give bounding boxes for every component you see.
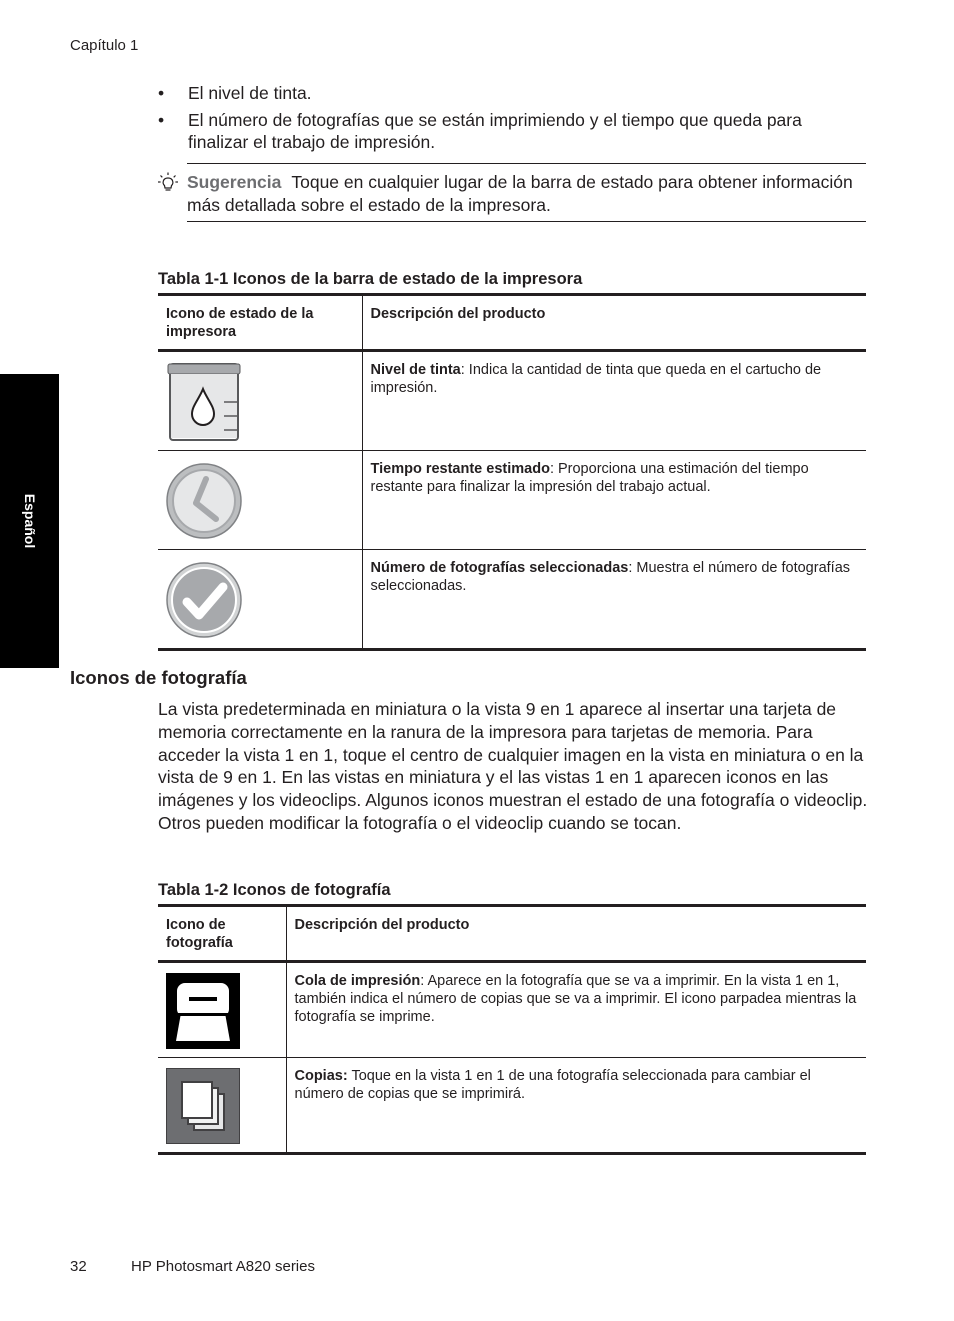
icon-cell [158, 1058, 286, 1154]
language-side-tab [0, 374, 59, 668]
print-queue-icon [166, 973, 240, 1049]
description: Toque en la vista 1 en 1 de una fotografía seleccionada para cambiar el número de copias que se imprimirá. [294, 1068, 811, 1102]
description-cell [362, 550, 866, 650]
description-cell [286, 962, 866, 1058]
table-row [158, 451, 866, 550]
printer-status-icons-table [158, 293, 866, 651]
list-item [158, 82, 848, 105]
description-cell [362, 451, 866, 550]
page-number: 32 [70, 1258, 87, 1275]
photo-icons-table [158, 904, 866, 1155]
table2-caption: Tabla 1-2 Iconos de fotografía [158, 881, 391, 899]
separator: : [549, 461, 554, 477]
tip-label: Sugerencia [187, 172, 282, 192]
term: Copias: [294, 1068, 348, 1084]
lightbulb-icon [158, 172, 178, 192]
side-tab-label: Español [22, 493, 38, 549]
description: Aparece en la fotografía que se va a imprimir. En la vista 1 en 1, también indica el número de copias que se va a imprimir. El icono parpadea mientras la fotografía se imprime. [294, 973, 857, 1025]
column-header-description: Descripción del producto [362, 295, 866, 351]
chapter-header: Capítulo 1 [70, 37, 139, 54]
copies-icon [166, 1068, 240, 1144]
column-header-description: Descripción del producto [286, 906, 866, 962]
term: Nivel de tinta [370, 362, 461, 378]
section-heading: Iconos de fotografía [70, 667, 247, 688]
table1-caption: Tabla 1-1 Iconos de la barra de estado de la impresora [158, 270, 583, 288]
table-row [158, 962, 866, 1058]
tip-top-rule [187, 163, 866, 164]
list-item-text: El número de fotografías que se están imprimiendo y el tiempo que queda para finalizar el trabajo de impresión. [188, 109, 802, 152]
checkmark-icon [166, 560, 242, 640]
icon-cell [158, 962, 286, 1058]
ink-level-icon [166, 362, 242, 442]
tip-body: Toque en cualquier lugar de la barra de estado para obtener información más detallada sobre el estado de la impresora. [187, 172, 853, 215]
section-paragraph: La vista predeterminada en miniatura o la vista 9 en 1 aparece al insertar una tarjeta de memoria correctamente en la ranura de la impresora para tarjetas de memoria. Para acceder la vista 1 en 1, toque el centro de cualquier imagen en la vista en miniatura o en la vista de 9 en 1. En las vistas en miniatura y el las vistas 1 en 1 aparecen iconos en las imágenes y los videoclips. Algunos iconos muestran el estado de una fotografía o videoclip. Otros pueden modificar la fotografía o el videoclip cuando se tocan. [158, 699, 868, 833]
table-row [158, 550, 866, 650]
separator: : [628, 560, 633, 576]
term: Número de fotografías seleccionadas [370, 560, 629, 576]
column-header-icon: Icono de estado de la impresora [158, 295, 362, 351]
description: Proporciona una estimación del tiempo restante para finalizar la impresión del trabajo actual. [370, 461, 809, 495]
separator: : [420, 973, 425, 989]
tip-text [187, 171, 867, 217]
clock-icon [166, 461, 242, 541]
icon-cell [158, 550, 362, 650]
table-row [158, 1058, 866, 1154]
bullet-list [158, 82, 848, 158]
product-name: HP Photosmart A820 series [131, 1258, 315, 1275]
description-cell [362, 351, 866, 451]
icon-cell [158, 451, 362, 550]
description-cell [286, 1058, 866, 1154]
table-row [158, 351, 866, 451]
table-header-row [158, 906, 866, 962]
list-item [158, 109, 848, 154]
description: Muestra el número de fotografías seleccionadas. [370, 560, 851, 594]
list-item-text: El nivel de tinta. [188, 83, 312, 103]
term: Tiempo restante estimado [370, 461, 550, 477]
table-header-row [158, 295, 866, 351]
term: Cola de impresión [294, 973, 421, 989]
icon-cell [158, 351, 362, 451]
tip-bottom-rule [187, 221, 866, 222]
bullet-dot: • [158, 109, 165, 130]
separator: : [460, 362, 465, 378]
bullet-dot: • [158, 83, 165, 103]
description: Indica la cantidad de tinta que queda en el cartucho de impresión. [370, 362, 822, 396]
column-header-icon: Icono de fotografía [158, 906, 286, 962]
